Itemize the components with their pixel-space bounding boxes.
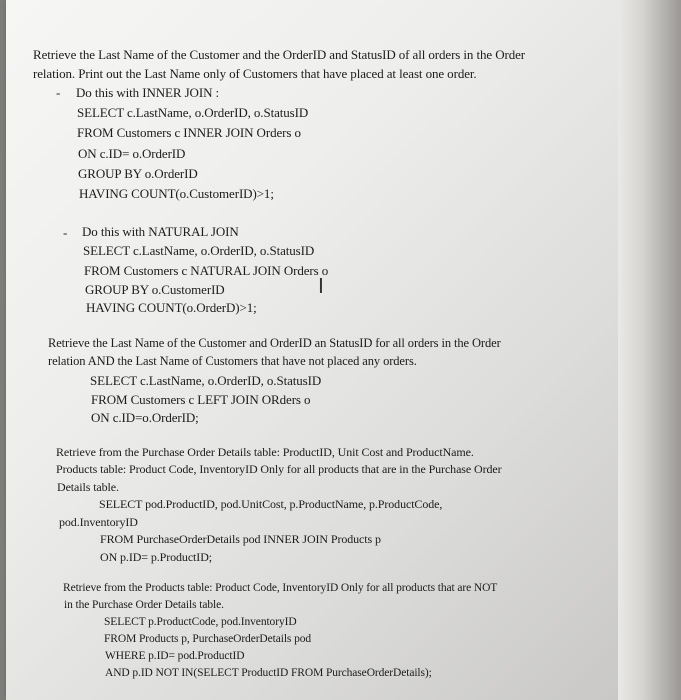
q3-text-line2: Products table: Product Code, InventoryID Only for all products that are in the Purchase Order	[56, 462, 502, 476]
code-line: SELECT pod.ProductID, pod.UnitCost, p.ProductName, p.ProductCode,	[99, 497, 443, 511]
q1-text-line1: Retrieve the Last Name of the Customer and the OrderID and StatusID of all orders in the Order	[33, 47, 526, 62]
bullet-dash: -	[56, 85, 61, 100]
q3-text-line3: Details table.	[57, 480, 119, 494]
code-line: FROM Products p, PurchaseOrderDetails pod	[104, 633, 312, 645]
code-line: SELECT c.LastName, o.OrderID, o.StatusID	[83, 243, 315, 258]
code-line: FROM Customers c LEFT JOIN ORders o	[91, 392, 311, 407]
code-line: SELECT c.LastName, o.OrderID, o.StatusID	[77, 105, 309, 120]
code-line: SELECT p.ProductCode, pod.InventoryID	[104, 616, 297, 628]
code-line: ON p.ID= p.ProductID;	[100, 550, 212, 564]
q4-text-line1: Retrieve from the Products table: Product Code, InventoryID Only for all products that are NOT	[63, 582, 498, 594]
code-line: AND p.ID NOT IN(SELECT ProductID FROM PurchaseOrderDetails);	[105, 667, 432, 679]
bullet-dash: -	[63, 225, 68, 240]
natural-join-heading: Do this with NATURAL JOIN	[82, 224, 239, 239]
q3-text-line1: Retrieve from the Purchase Order Details table: ProductID, Unit Cost and ProductName.	[56, 445, 474, 459]
q1-text-line2: relation. Print out the Last Name only of Customers that have placed at least one order.	[33, 66, 477, 81]
code-line: FROM PurchaseOrderDetails pod INNER JOIN Products p	[100, 532, 381, 546]
code-line: FROM Customers c INNER JOIN Orders o	[77, 125, 301, 140]
code-line: GROUP BY o.OrderID	[78, 166, 198, 181]
code-line: WHERE p.ID= pod.ProductID	[105, 650, 245, 662]
code-line: HAVING COUNT(o.CustomerID)>1;	[79, 186, 274, 201]
text-cursor-icon: I	[318, 274, 324, 298]
inner-join-heading: Do this with INNER JOIN :	[76, 85, 220, 100]
code-line: GROUP BY o.CustomerID	[85, 282, 225, 297]
q2-text-line1: Retrieve the Last Name of the Customer and OrderID an StatusID for all orders in the Order	[48, 336, 501, 350]
code-line: HAVING COUNT(o.OrderD)>1;	[86, 300, 257, 315]
code-line: pod.InventoryID	[59, 515, 138, 529]
code-line: ON c.ID= o.OrderID	[78, 146, 186, 161]
code-line: FROM Customers c NATURAL JOIN Orders o	[84, 263, 329, 278]
background-edge	[618, 0, 681, 700]
code-line: ON c.ID=o.OrderID;	[91, 410, 199, 425]
code-line: SELECT c.LastName, o.OrderID, o.StatusID	[90, 373, 322, 388]
q4-text-line2: in the Purchase Order Details table.	[64, 599, 224, 611]
q2-text-line2: relation AND the Last Name of Customers that have not placed any orders.	[48, 354, 417, 368]
